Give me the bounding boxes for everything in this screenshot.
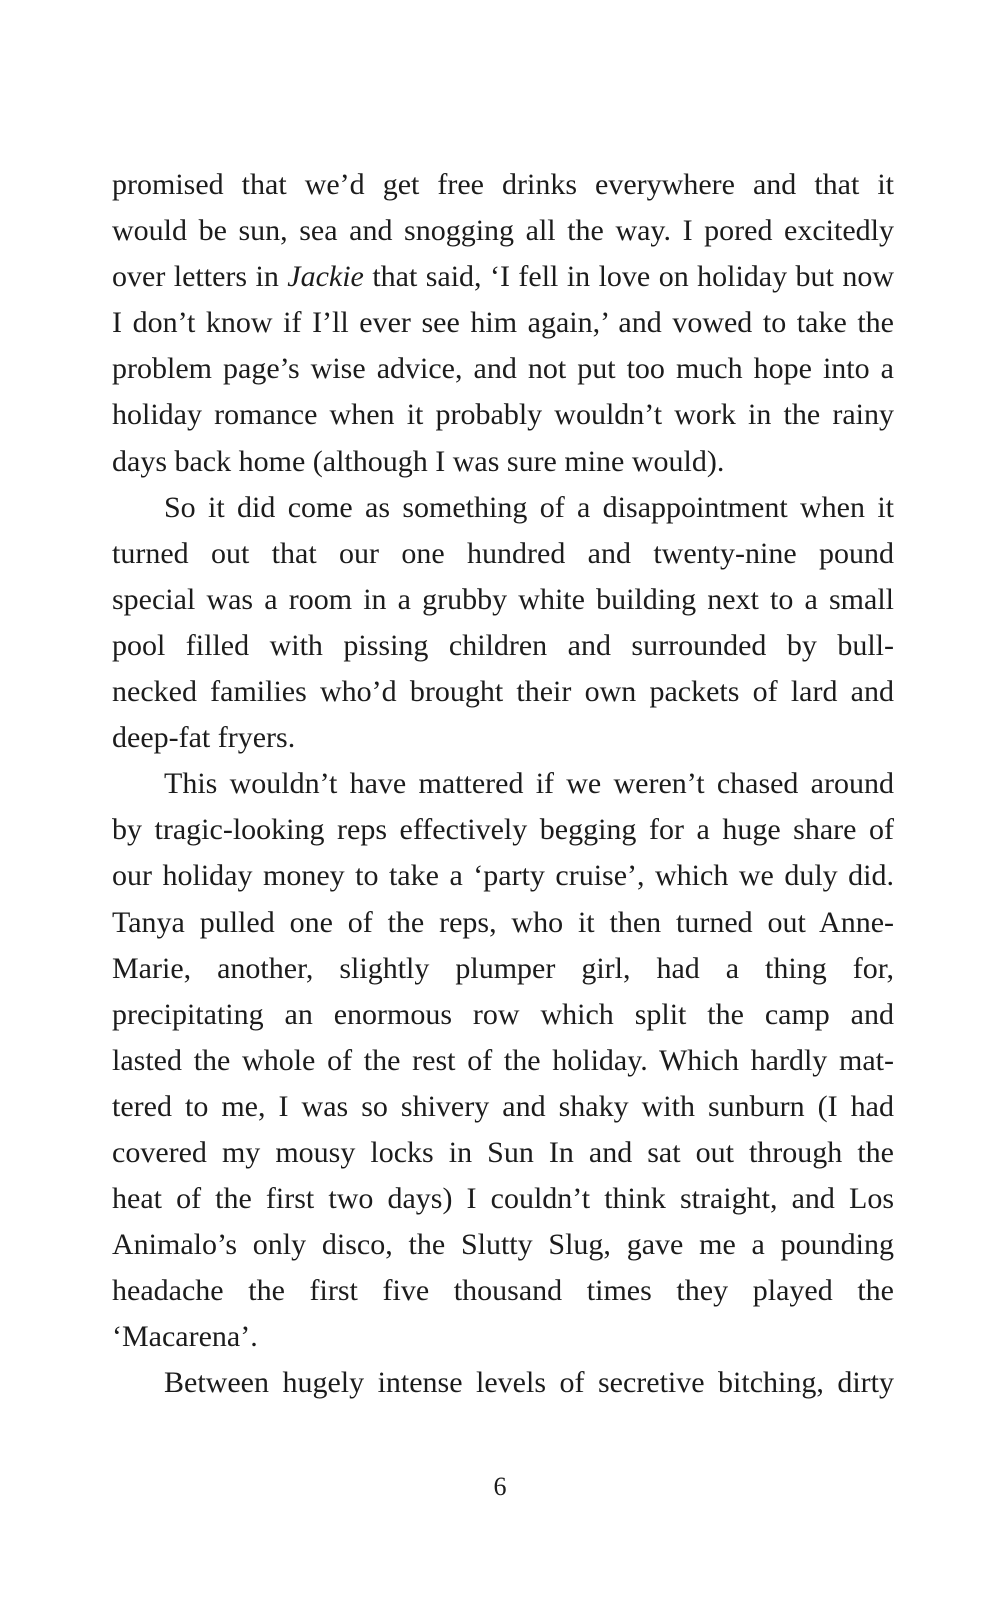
paragraph-1	[112, 162, 894, 485]
page-number: 6	[493, 1472, 507, 1501]
text-line: promised that we’d get free drinks everywhere and that it	[112, 168, 894, 201]
text-line: heat of the first two days) I couldn’t think straight, and Los	[112, 1182, 894, 1216]
magazine-title: Jackie	[287, 260, 364, 294]
text-line: lasted the whole of the rest of the holiday. Which hardly mat-	[112, 1043, 894, 1077]
text-line: special was a room in a grubby white building next to a small	[112, 582, 894, 616]
text-line: I don’t know if I’ll ever see him again,’ and vowed to take the	[112, 306, 894, 340]
text-line	[112, 254, 894, 300]
text-line: Marie, another, slightly plumper girl, had a thing for,	[112, 951, 894, 985]
text-line: holiday romance when it probably wouldn’t work in the rainy	[112, 398, 894, 432]
text-line: pool filled with pissing children and surrounded by bull-	[112, 628, 894, 662]
text-line: deep-fat fryers.	[112, 721, 296, 755]
text-fragment: that said, ‘I fell in love on holiday but now	[372, 260, 894, 294]
text-fragment: over letters in	[112, 260, 288, 294]
text-line: Between hugely intense levels of secretive bitching, dirty	[164, 1366, 894, 1400]
text-line: So it did come as something of a disappointment when it	[164, 490, 894, 524]
text-line: problem page’s wise advice, and not put too much hope into a	[112, 352, 894, 386]
text-line: necked families who’d brought their own packets of lard and	[112, 675, 894, 709]
text-line: Tanya pulled one of the reps, who it then turned out Anne-	[112, 905, 894, 939]
paragraph-4	[112, 1360, 894, 1406]
paragraph-3	[112, 761, 894, 1360]
paragraph-2	[112, 485, 894, 762]
text-line: turned out that our one hundred and twenty-nine pound	[112, 536, 894, 570]
text-line: covered my mousy locks in Sun In and sat out through the	[112, 1135, 894, 1169]
text-line: by tragic-looking reps effectively begging for a huge share of	[112, 813, 894, 847]
text-line: precipitating an enormous row which split the camp and	[112, 997, 894, 1031]
text-line: ‘Macarena’.	[112, 1320, 258, 1354]
text-line: headache the first five thousand times they played the	[112, 1274, 894, 1308]
book-page-body	[112, 162, 894, 1407]
text-line: our holiday money to take a ‘party cruise’, which we duly did.	[112, 859, 894, 893]
text-line: This wouldn’t have mattered if we weren’t chased around	[164, 767, 894, 801]
text-line: tered to me, I was so shivery and shaky with sunburn (I had	[112, 1089, 894, 1123]
text-line: Animalo’s only disco, the Slutty Slug, gave me a pounding	[112, 1228, 894, 1262]
text-line: days back home (although I was sure mine would).	[112, 444, 725, 478]
text-line: would be sun, sea and snogging all the way. I pored excitedly	[112, 214, 894, 248]
